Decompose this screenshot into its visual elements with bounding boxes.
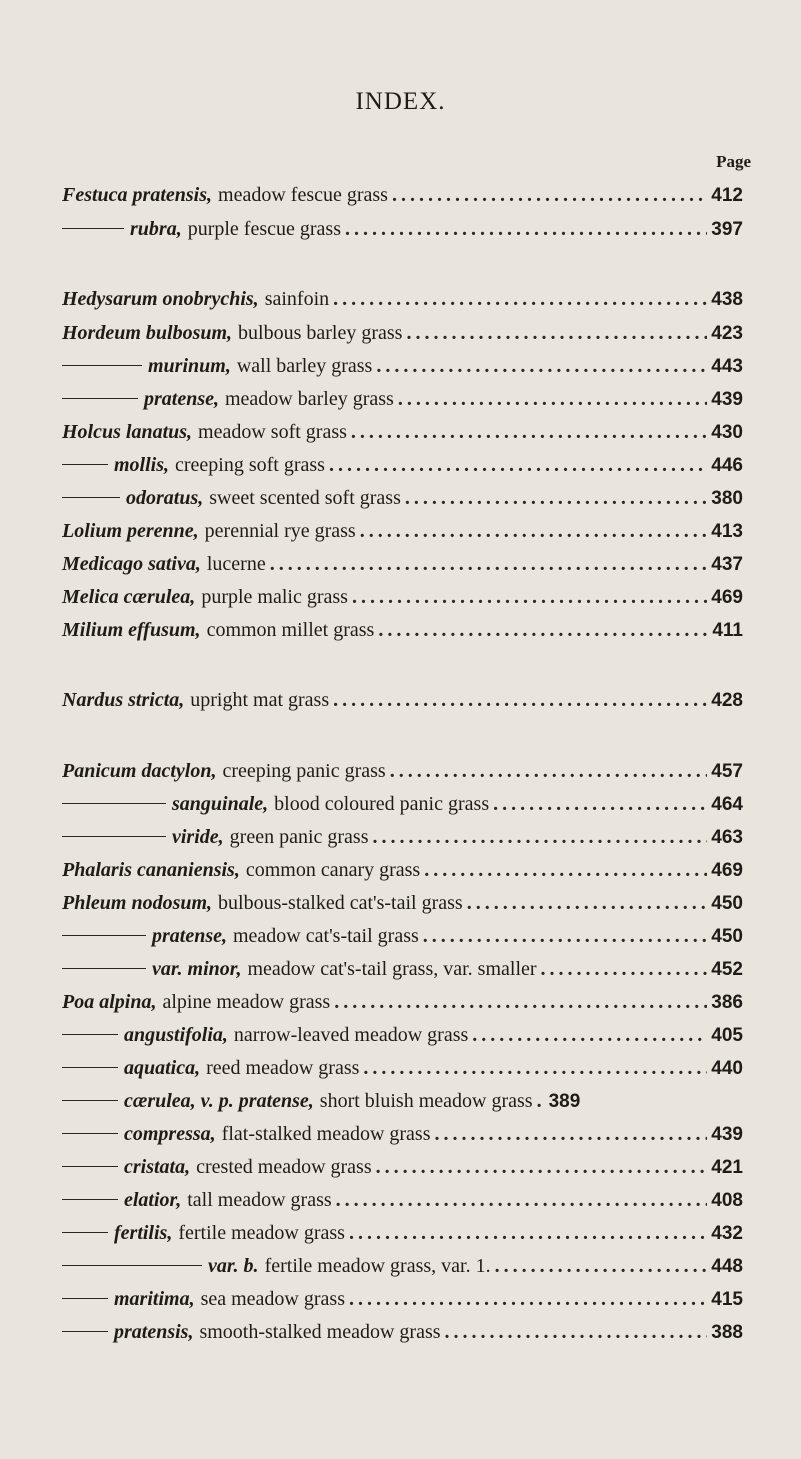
index-entry: var. minor, meadow cat's-tail grass, var. smaller ..... 452	[62, 958, 743, 986]
page-column-label: Page	[716, 152, 751, 171]
index-entry: Phalaris cananiensis, common canary grass ..... 469	[62, 859, 743, 887]
index-entry: pratense, meadow barley grass ..... 439	[62, 388, 743, 416]
index-entry: mollis, creeping soft grass ..... 446	[62, 454, 743, 482]
index-entry: fertilis, fertile meadow grass ..... 432	[62, 1222, 743, 1250]
index-entry: Festuca pratensis, meadow fescue grass ..... 412	[62, 184, 743, 212]
index-entry: Nardus stricta, upright mat grass ..... 428	[62, 689, 743, 717]
index-entry: murinum, wall barley grass ..... 443	[62, 355, 743, 383]
index-entry: cristata, crested meadow grass ..... 421	[62, 1156, 743, 1184]
index-entry: Medicago sativa, lucerne ..... 437	[62, 553, 743, 581]
index-entry: pratense, meadow cat's-tail grass ..... 450	[62, 925, 743, 953]
index-entry: Lolium perenne, perennial rye grass ..... 413	[62, 520, 743, 548]
index-entry: Milium effusum, common millet grass ..... 411	[62, 619, 743, 647]
index-entry: Holcus lanatus, meadow soft grass ..... 430	[62, 421, 743, 449]
index-entry: cærulea, v. p. pratense, short bluish meadow grass ..... 389	[62, 1090, 743, 1118]
index-entry: pratensis, smooth-stalked meadow grass ..... 388	[62, 1321, 743, 1349]
index-entry: maritima, sea meadow grass ..... 415	[62, 1288, 743, 1316]
index-entry: compressa, flat-stalked meadow grass ..... 439	[62, 1123, 743, 1151]
index-entry: Hedysarum onobrychis, sainfoin ..... 438	[62, 288, 743, 316]
index-entry: var. b. fertile meadow grass, var. 1. ..... 448	[62, 1255, 743, 1283]
index-entry: Melica cærulea, purple malic grass ..... 469	[62, 586, 743, 614]
index-entry: elatior, tall meadow grass ..... 408	[62, 1189, 743, 1217]
index-entry: aquatica, reed meadow grass ..... 440	[62, 1057, 743, 1085]
index-entry: Phleum nodosum, bulbous-stalked cat's-tail grass ..... 450	[62, 892, 743, 920]
index-entry: Hordeum bulbosum, bulbous barley grass ..... 423	[62, 322, 743, 350]
index-entry: viride, green panic grass ..... 463	[62, 826, 743, 854]
page-title: INDEX.	[355, 88, 446, 115]
index-entry: Poa alpina, alpine meadow grass ..... 386	[62, 991, 743, 1019]
index-entry: odoratus, sweet scented soft grass ..... 380	[62, 487, 743, 515]
index-entry: angustifolia, narrow-leaved meadow grass ..... 405	[62, 1024, 743, 1052]
index-entry: rubra, purple fescue grass ..... 397	[62, 218, 743, 246]
index-entry: sanguinale, blood coloured panic grass ..... 464	[62, 793, 743, 821]
index-entry: Panicum dactylon, creeping panic grass ..... 457	[62, 760, 743, 788]
